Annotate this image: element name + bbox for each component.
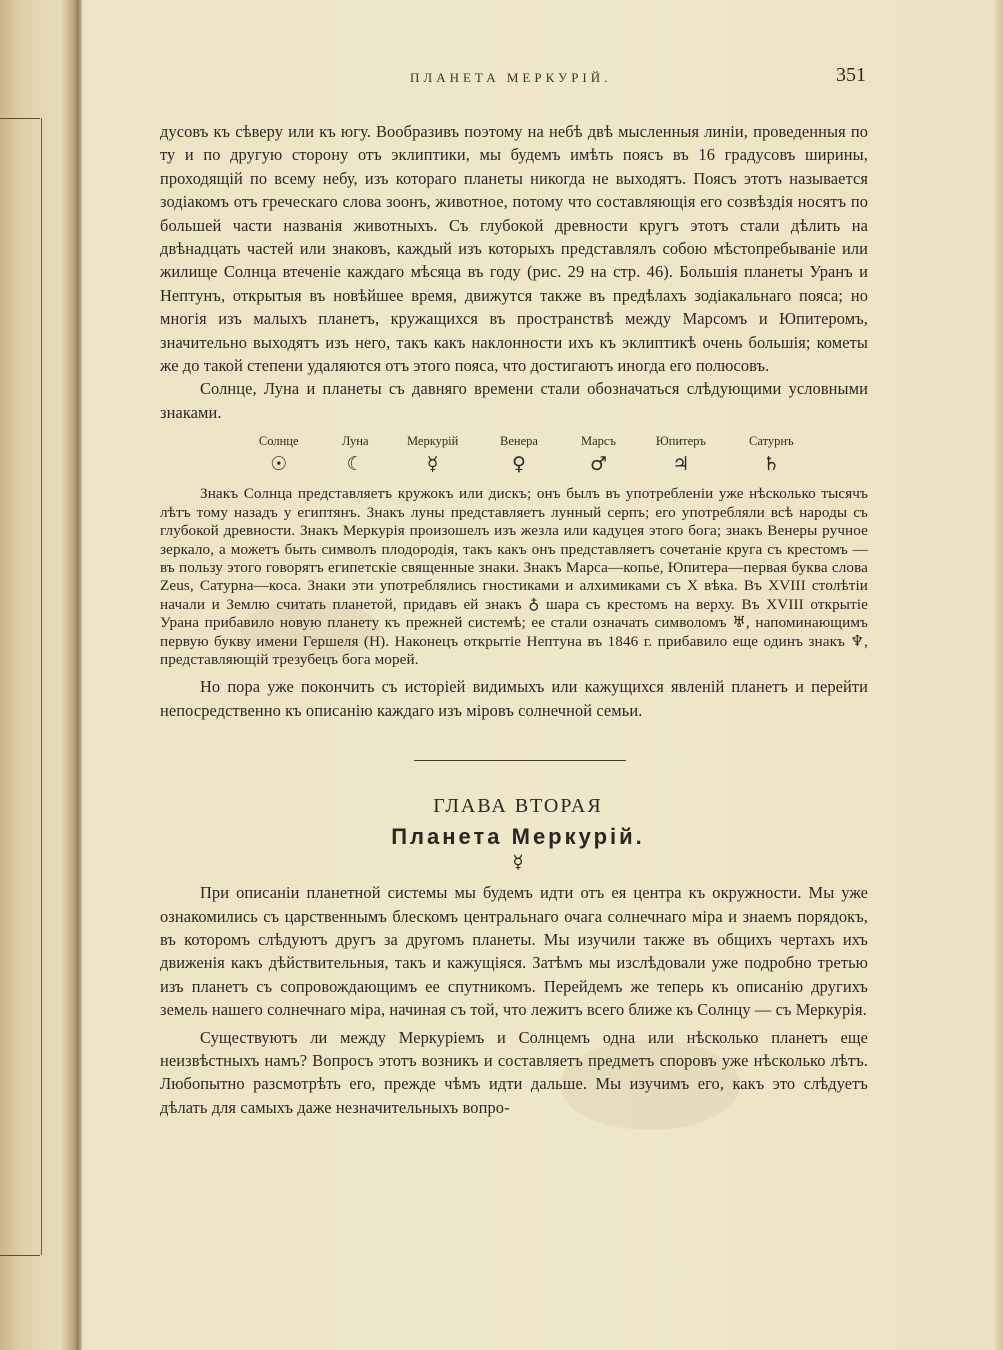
sun-symbol-icon: ☉ [270, 453, 288, 476]
planet-sign-sun [246, 434, 311, 475]
planet-sign-moon [323, 434, 386, 475]
paragraph: Солнце, Луна и планеты съ давняго времени стали обозначаться слѣдующими условными знаками. [160, 379, 868, 422]
planet-name: Сатурнъ [749, 434, 794, 449]
planet-name: Марсъ [580, 434, 616, 449]
planet-sign-saturn [737, 434, 806, 475]
mercury-symbol-icon: ☿ [426, 453, 439, 476]
saturn-symbol-icon: ♄ [762, 453, 780, 476]
small-print-paragraph: Знакъ Солнца представляетъ кружокъ или дискъ; онъ былъ въ употребленіи уже нѣсколько тысячъ лѣтъ тому назадъ у египтянъ. Знакъ луны представляетъ лунный серпъ; его употребляли всѣ народы съ глубокой древности. Знакъ Меркурія произошелъ изъ жезла или кадуцея этого бога; знакъ Венеры ручное зеркало, а можетъ быть символъ плодородія, такъ какъ онъ представляетъ сочетаніе круга съ крестомъ — въ пользу этого говорятъ египетскіе священные знаки. Знакъ Марса—копье, Юпитера—первая буква слова Zeus, Сатурна—коса. Знаки эти употреблялись гностиками и алхимиками съ X вѣка. Въ XVIII столѣтіи начали и Землю считать планетой, придавъ ей знакъ ♁ шара съ крестомъ на верху. Въ XVIII открытіе Урана прибавило новую планету къ прежней системѣ; ее стали означать символомъ ♅, напоминающимъ первую букву имени Гершеля (H). Наконецъ открытіе Нептуна въ 1846 г. прибавило еще одинъ знакъ ♆, представляющій трезубецъ бога морей. [160, 485, 868, 668]
running-head [160, 60, 868, 96]
left-page-edge-bottom [0, 1255, 40, 1256]
planet-sign-mars [568, 434, 629, 475]
planet-sign-jupiter [643, 434, 718, 475]
planet-sign-venus [484, 434, 553, 475]
planet-name: Венера [500, 434, 538, 449]
chapter-title: Планета Меркурій. [391, 824, 645, 850]
paragraph: дусовъ къ сѣверу или къ югу. Вообразивъ поэтому на небѣ двѣ мысленныя линіи, проведенныя по ту и по другую сторону отъ эклиптики, мы будемъ имѣть поясъ въ 16 градусовъ ширины, проходящій по всему небу, изъ котораго планеты никогда не выходятъ. Поясъ этотъ называется зодіакомъ отъ греческаго слова зоонъ, животное, потому что составляющія его созвѣздія носятъ по большей части названія животныхъ. Съ глубокой древности кругъ этотъ стали дѣлить на двѣнадцать частей или знаковъ, каждый изъ которыхъ представлялъ собою мѣстопребываніе или жилище Солнца втеченіе каждаго мѣсяца въ году (рис. 29 на стр. 46). Большія планеты Уранъ и Нептунъ, открытыя въ новѣйшее время, движутся также въ предѣлахъ зодіакальнаго пояса; но многія изъ малыхъ планетъ, кружащихся въ пространствѣ между Марсомъ и Юпитеромъ, значительно выходятъ изъ него, такъ какъ наклонности ихъ къ эклиптикѣ очень большія; кометы же до такой степени удаляются отъ этого пояса, что достигаютъ иногда его полюсовъ. [160, 122, 868, 376]
planet-name: Солнце [258, 434, 299, 449]
planet-sign-mercury [395, 434, 470, 475]
paragraph: При описаніи планетной системы мы будемъ идти отъ ея центра къ окружности. Мы уже ознакомились съ царственнымъ блескомъ центральнаго очага солнечнаго міра и знаемъ порядокъ, въ которомъ слѣдуютъ другъ за другомъ планеты. Мы изучили также въ общихъ чертахъ ихъ движенія какъ дѣйствительныя, такъ и кажущіяся. Затѣмъ мы изслѣдовали уже подробно третью изъ планетъ съ сопровождающимъ ее спутникомъ. Перейдемъ же теперь къ описанію другихъ земель нашего солнечнаго міра, начиная съ той, что лежитъ всего ближе къ Солнцу — съ Меркурія. [160, 883, 868, 1020]
page-number: 351 [836, 64, 866, 86]
jupiter-symbol-icon: ♃ [672, 453, 690, 476]
planet-name: Юпитеръ [655, 434, 706, 449]
book-page [160, 60, 868, 1119]
left-page-rule [41, 118, 42, 1255]
paragraph: Но пора уже покончить съ исторіей видимыхъ или кажущихся явленій планетъ и перейти непосредственно къ описанію каждаго изъ міровъ солнечной семьи. [160, 677, 868, 720]
planet-signs-table [246, 434, 806, 475]
mars-symbol-icon: ♂ [589, 453, 607, 476]
planet-name: Луна [341, 434, 369, 449]
chapter-label: ГЛАВА ВТОРАЯ [433, 795, 603, 818]
paragraph: Существуютъ ли между Меркуріемъ и Солнцемъ одна или нѣсколько планетъ еще неизвѣстныхъ намъ? Вопросъ этотъ возникъ и составляетъ предметъ споровъ уже нѣсколько лѣтъ. Любопытно разсмотрѣть его, прежде чѣмъ идти дальше. Мы изучимъ его, какъ это слѣдуетъ дѣлать для самыхъ даже незначительныхъ вопро- [160, 1027, 868, 1117]
right-page-edge [995, 0, 1003, 1350]
venus-symbol-icon: ♀ [512, 453, 526, 476]
moon-symbol-icon: ☾ [346, 453, 364, 476]
left-page-edge [0, 118, 40, 119]
running-title: ПЛАНЕТА МЕРКУРІЙ. [410, 70, 612, 85]
section-divider [414, 760, 626, 761]
planet-name: Меркурій [406, 434, 459, 449]
mercury-symbol-icon: ☿ [512, 852, 524, 874]
